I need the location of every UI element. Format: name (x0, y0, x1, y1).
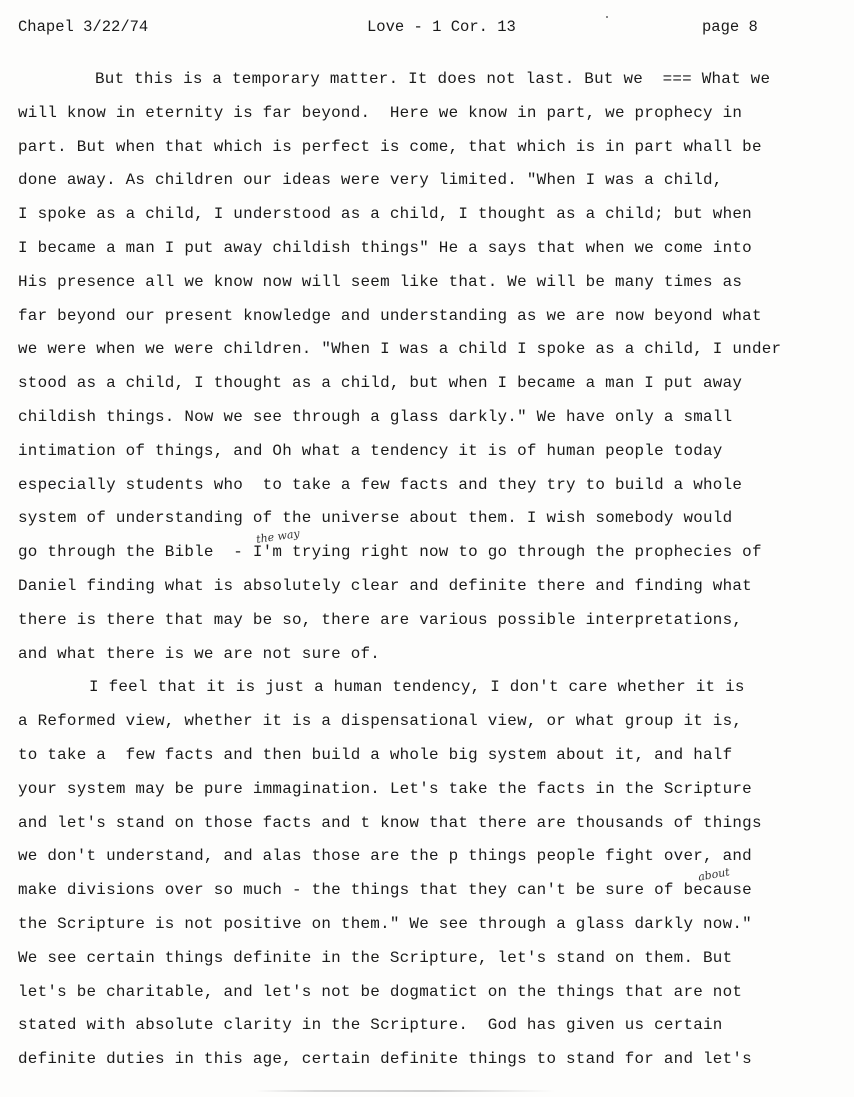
text-line: stood as a child, I thought as a child, but when I became a man I put away (18, 374, 743, 393)
body-text (18, 69, 848, 1083)
text-line: childish things. Now we see through a glass darkly." We have only a small (18, 407, 733, 426)
text-line: will know in eternity is far beyond. Here we know in part, we prophecy in (18, 103, 743, 122)
text-line: we were when we were children. "When I was a child I spoke as a child, I under (18, 340, 782, 359)
header-page-number: page 8 (702, 18, 758, 36)
text-line: to take a few facts and then build a whole big system about it, and half (18, 745, 733, 764)
header-title: Love - 1 Cor. 13 (367, 18, 516, 36)
text-line: we don't understand, and alas those are the p things people fight over, and (18, 847, 752, 866)
text-line: and let's stand on those facts and t know that there are thousands of things (18, 813, 762, 832)
handwritten-annotation: the way (255, 527, 301, 546)
text-line: the Scripture is not positive on them." We see through a glass darkly now." (18, 914, 752, 933)
text-line: definite duties in this age, certain definite things to stand for and let's (18, 1050, 752, 1069)
text-line: I spoke as a child, I understood as a child, I thought as a child; but when (18, 205, 752, 224)
handwritten-annotation: about (697, 865, 731, 884)
text-line: go through the Bible - I'm trying right now to go through the prophecies of (18, 543, 762, 562)
text-line: Daniel finding what is absolutely clear and definite there and finding what (18, 576, 752, 595)
text-line: make divisions over so much - the things that they can't be sure of because (18, 881, 752, 900)
text-line: let's be charitable, and let's not be dogmatict on the things that are not (18, 982, 743, 1001)
page-header (18, 18, 818, 40)
text-line: part. But when that which is perfect is come, that which is in part whall be (18, 137, 762, 156)
header-date: Chapel 3/22/74 (18, 18, 149, 36)
text-line: especially students who to take a few facts and they try to build a whole (18, 475, 743, 494)
text-line: done away. As children our ideas were very limited. "When I was a child, (18, 171, 723, 190)
text-line: far beyond our present knowledge and understanding as we are now beyond what (18, 306, 762, 325)
text-line: I feel that it is just a human tendency, I don't care whether it is (89, 678, 745, 697)
text-line: and what there is we are not sure of. (18, 644, 381, 663)
text-line: I became a man I put away childish things" He a says that when we come into (18, 238, 752, 257)
text-line: We see certain things definite in the Scripture, let's stand on them. But (18, 948, 733, 967)
text-line: His presence all we know now will seem like that. We will be many times as (18, 272, 743, 291)
text-line: your system may be pure immagination. Let's take the facts in the Scripture (18, 779, 752, 798)
text-line: But this is a temporary matter. It does not last. But we === What we (95, 70, 771, 88)
text-line: intimation of things, and Oh what a tendency it is of human people today (18, 441, 723, 460)
text-line: a Reformed view, whether it is a dispensational view, or what group it is, (18, 712, 743, 731)
text-line: stated with absolute clarity in the Scripture. God has given us certain (18, 1016, 723, 1035)
text-line: there is there that may be so, there are various possible interpretations, (18, 610, 743, 629)
text-line: system of understanding of the universe about them. I wish somebody would (18, 509, 733, 528)
scan-smudge (255, 1090, 555, 1092)
